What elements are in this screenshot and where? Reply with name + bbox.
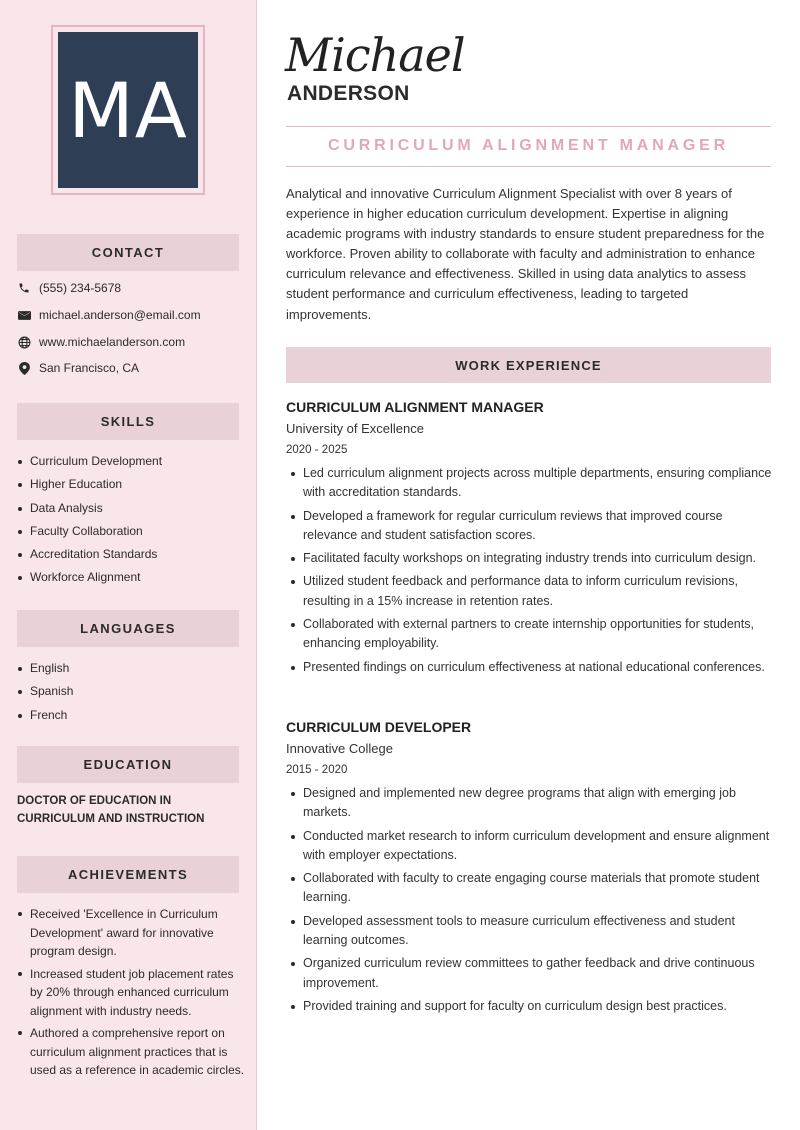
list-item: Faculty Collaboration xyxy=(30,520,245,543)
job-bullets xyxy=(303,784,776,1016)
list-item: Workforce Alignment xyxy=(30,566,245,589)
website-text[interactable]: www.michaelanderson.com xyxy=(39,335,186,349)
skills-heading: SKILLS xyxy=(17,403,239,440)
summary: Analytical and innovative Curriculum Alignment Specialist with over 8 years of experience in higher education curriculum development. Expertise in aligning academic programs with industry standards to ensure student preparedness for the workforce. Proven ability to collaborate with faculty and administration to enhance curriculum relevance and effectiveness. Skilled in using data analytics to assess student performance and curriculum effectiveness, leading to targeted improvements. xyxy=(286,186,765,322)
achievements-list xyxy=(30,905,245,1084)
list-item: Data Analysis xyxy=(30,497,245,520)
skills-list xyxy=(30,450,245,590)
list-item: Received 'Excellence in Curriculum Development' award for innovative program design. xyxy=(30,905,245,961)
list-item: French xyxy=(30,704,245,727)
job-entry xyxy=(286,396,776,681)
languages-list xyxy=(30,657,245,727)
job-bullets xyxy=(303,464,776,677)
role-title: CURRICULUM ALIGNMENT MANAGER xyxy=(328,137,729,154)
last-name: ANDERSON xyxy=(287,82,410,105)
list-item: Higher Education xyxy=(30,473,245,496)
achievements-heading: ACHIEVEMENTS xyxy=(17,856,239,893)
list-item: Collaborated with faculty to create engaging course materials that promote student learning. xyxy=(303,869,776,908)
map-pin-icon xyxy=(17,361,31,375)
list-item: Accreditation Standards xyxy=(30,543,245,566)
list-item: Increased student job placement rates by 20% through enhanced curriculum alignment with industry needs. xyxy=(30,965,245,1021)
list-item: Led curriculum alignment projects across multiple departments, ensuring compliance with accreditation standards. xyxy=(303,464,776,503)
phone-text: (555) 234-5678 xyxy=(39,281,122,295)
monogram: MA xyxy=(58,32,198,188)
work-experience-heading: WORK EXPERIENCE xyxy=(286,347,771,383)
divider xyxy=(286,166,771,167)
list-item: Designed and implemented new degree programs that align with emerging job markets. xyxy=(303,784,776,823)
job-org: Innovative College xyxy=(286,741,393,756)
list-item: Organized curriculum review committees to gather feedback and drive continuous improvement. xyxy=(303,954,776,993)
list-item: Provided training and support for faculty on curriculum design best practices. xyxy=(303,997,776,1016)
contact-phone xyxy=(17,279,247,297)
monogram-frame xyxy=(51,25,205,195)
job-dates: 2015 - 2020 xyxy=(286,764,348,776)
job-org: University of Excellence xyxy=(286,421,424,436)
contact-heading: CONTACT xyxy=(17,234,239,271)
list-item: Presented findings on curriculum effectiveness at national educational conferences. xyxy=(303,658,776,677)
contact-email xyxy=(17,306,247,324)
contact-location xyxy=(17,359,247,377)
first-name: Michael xyxy=(285,28,465,82)
list-item: Collaborated with external partners to create internship opportunities for students, enhancing employability. xyxy=(303,615,776,654)
languages-heading: LANGUAGES xyxy=(17,610,239,647)
list-item: Facilitated faculty workshops on integrating industry trends into curriculum design. xyxy=(303,549,776,568)
list-item: Spanish xyxy=(30,680,245,703)
job-entry xyxy=(286,716,776,1020)
email-text[interactable]: michael.anderson@email.com xyxy=(39,308,201,322)
list-item: Utilized student feedback and performance data to inform curriculum revisions, resulting in a 15% increase in retention rates. xyxy=(303,572,776,611)
job-title: CURRICULUM DEVELOPER xyxy=(286,719,472,735)
location-text: San Francisco, CA xyxy=(39,361,140,375)
education-degree: DOCTOR OF EDUCATION IN CURRICULUM AND INSTRUCTION xyxy=(17,795,205,825)
envelope-icon xyxy=(17,308,31,322)
sidebar xyxy=(0,0,257,1130)
list-item: English xyxy=(30,657,245,680)
list-item: Developed assessment tools to measure curriculum effectiveness and student learning outcomes. xyxy=(303,912,776,951)
list-item: Curriculum Development xyxy=(30,450,245,473)
job-title: CURRICULUM ALIGNMENT MANAGER xyxy=(286,399,544,415)
globe-icon xyxy=(17,335,31,349)
contact-website xyxy=(17,333,247,351)
divider xyxy=(286,126,771,127)
list-item: Conducted market research to inform curriculum development and ensure alignment with employer expectations. xyxy=(303,827,776,866)
list-item: Authored a comprehensive report on curriculum alignment practices that is used as a reference in academic circles. xyxy=(30,1024,245,1080)
education-heading: EDUCATION xyxy=(17,746,239,783)
phone-icon xyxy=(17,281,31,295)
job-dates: 2020 - 2025 xyxy=(286,444,348,456)
list-item: Developed a framework for regular curriculum reviews that improved course relevance and student satisfaction scores. xyxy=(303,507,776,546)
